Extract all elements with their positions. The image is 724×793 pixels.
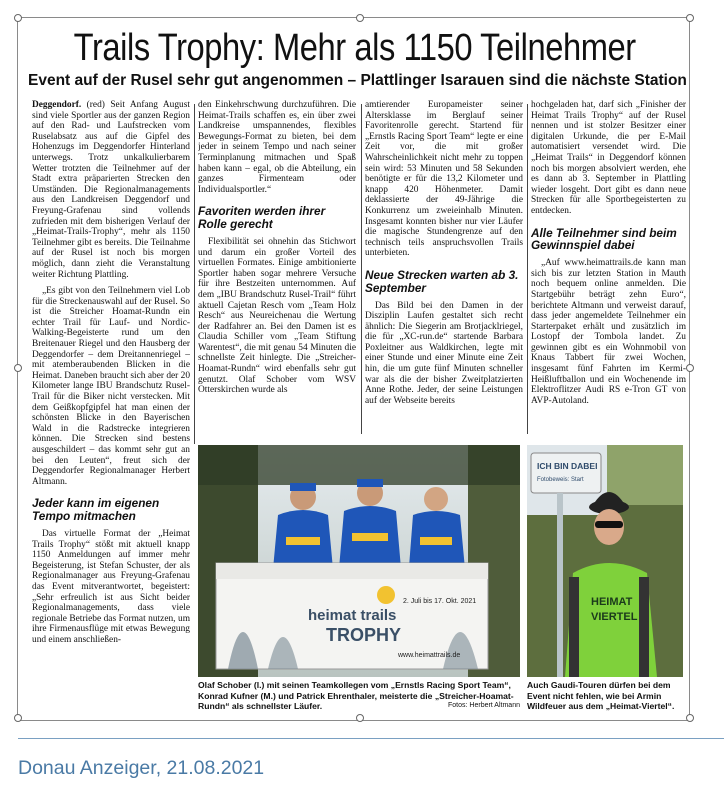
banner-date: 2. Juli bis 17. Okt. 2021 — [403, 598, 477, 605]
source-citation: Donau Anzeiger, 21.08.2021 — [18, 757, 265, 779]
sign-subtitle: Fotobeweis: Start — [537, 477, 584, 483]
subheading: Neue Strecken warten ab 3. September — [365, 267, 519, 295]
dateline: Deggendorf. — [32, 100, 82, 110]
paragraph: „Auf www.heimattrails.de kann man sich bis zur letzten Station in Mauth noch bequem online anmelden. Die Startgebühr beträgt zehn Euro“, berichtete Altmann und verweist darauf, dass jeder angemeldete Teilnehmer ein Starterpaket erhält und zusätzlich im Lostopf der Tombola landet. Zu gewinnen gibt es ein Wohnmobil von Knaus Tabbert für zwei Wochen, insgesamt fünf Fahrten im Kermi-Heißluftballon und ein Wochenende im Elektroflitzer Audi RS e-Tron GT von AVP-Autoland. — [531, 258, 686, 406]
photo-gaudi-tour — [527, 445, 683, 677]
photo-runners-caption: Olaf Schober (l.) mit seinen Teamkollegen vom „Ernstls Racing Sport Team“, Konrad Kufner (M.) und Patrick Ehrenthaler, meisterte die „Streicher-Hoamat-Rundn“ als schnellster Läufer. Fotos: Herbert Altmann — [198, 680, 520, 711]
article-column-2 — [198, 100, 356, 435]
article-headline: Trails Trophy: Mehr als 1150 Teilnehmer — [73, 27, 636, 69]
article-column-4 — [531, 100, 686, 420]
resize-handle-top-right[interactable] — [686, 14, 694, 22]
resize-handle-middle-right[interactable] — [686, 364, 694, 372]
article-column-3 — [365, 100, 523, 435]
photo-gaudi-caption: Auch Gaudi-Touren dürfen bei dem Event nicht fehlen, wie bei Armin Wildfeuer aus dem „Heimat-Viertel“. — [527, 680, 675, 711]
column-divider — [361, 104, 362, 434]
paragraph: Das virtuelle Format der „Heimat Trails Trophy“ stößt mit aktuell knapp 1150 Anmeldungen auf immer mehr Begeisterung, ist Stefan Schuster, der als Regionalmanager aus Freyung-Grafenau das Event mitverantwortet, begeistert: „Sehr erfreulich ist aus Sicht beider Regionalmanagements, dass viele regionale Betriebe das Format nutzen, um ihre Firmenausflüge mit etwas Bewegung und einem anschließen- — [32, 528, 190, 645]
column-divider — [194, 104, 195, 444]
resize-handle-middle-left[interactable] — [14, 364, 22, 372]
resize-handle-bottom-center[interactable] — [356, 714, 364, 722]
subheading: Jeder kann im eigenen Tempo mitmachen — [32, 496, 160, 524]
resize-handle-top-left[interactable] — [14, 14, 22, 22]
banner-url: www.heimattrails.de — [398, 652, 461, 659]
paragraph: hochgeladen hat, darf sich „Finisher der Heimat Trails Trophy“ auf der Rusel nennen und ist stolzer Besitzer einer digitalen Urkunde, die per E-Mail automatisiert versendet wird. Die „Heimat Trails“ in Deggendorf können noch bis morgen absolviert werden, ehe es dann ab 3. September in Plattling wieder losgeht. Dort gibt es dann neue Strecken für alle Sportbegeisterten zu entdecken. — [531, 100, 686, 216]
banner-trophy: TROPHY — [326, 625, 402, 645]
shirt-text-line1: HEIMAT — [591, 596, 633, 608]
banner-brand: heimat trails — [308, 607, 397, 624]
shirt-text-line2: VIERTEL — [591, 611, 638, 623]
runners-photo-illustration — [198, 445, 520, 677]
paragraph: Deggendorf. (red) Seit Anfang August sind viele Sportler aus der ganzen Region auf den Rad- und Laufstrecken vom Ruselabsatz aus auf die Gipfel des Hohenzugs im Deggendorfer Hinterland unterwegs. Trotz unkalkulierbarem Wetter trotzten die Teilnehmer auf der Stadt extra präparierten Strecken den Umständen. Die Regionalmanagements aus den Landkreisen Deggendorf und Freyung-Grafenau sind vollends zufrieden mit dem bisherigen Verlauf der „Heimat-Trails-Trophy“, mehr als 1150 Teilnehmer gibt es bereits. Die Teilnahme auf der Rusel ist noch bis morgen möglich, dann zieht die Veranstaltung weiter Richtung Plattling. — [32, 100, 190, 280]
article-subheadline: Event auf der Rusel sehr gut angenommen – Plattlinger Isarauen sind die nächste Station — [28, 72, 687, 89]
photo-credit: Fotos: Herbert Altmann — [448, 702, 520, 709]
subheading: Alle Teilnehmer sind beim Gewinnspiel dabei — [531, 225, 677, 253]
resize-handle-top-center[interactable] — [356, 14, 364, 22]
paragraph: Flexibilität sei ohnehin das Stichwort und darum ein großer Vorteil des virtuellen Formates. Einige ambitionierte Sportler haben sogar mehrere Versuche für ihre Bestzeiten unternommen. Auf dem „IBU Brandschutz Rusel-Trail“ führt aktuell Cajetan Resch vom „Team Holz Resch“ aus Neureichenau die Wertung der Radfahrer an. Bei den Damen ist es Claudia Schiller vom „Team Stiftung Warentest“, die mit genau 54 Minuten die schnellste Zeit hinlegte. Die „Streicher-Hoamat-Rundn“ wird ebenfalls sehr gut genutzt. Olaf Schober vom WSV Otterskirchen wurde als — [198, 236, 356, 396]
footer-rule — [18, 738, 724, 739]
paragraph: den Einkehrschwung durchzuführen. Die Heimat-Trails schaffen es, ein über zwei Landkreise umspannendes, flexibles Bewegungs-Format zu bieten, bei dem jeder in seinem Tempo und nach seiner Terminplanung mitmachen und Spaß haben kann – egal, ob die Abteilung, ein ganzes Firmenteam oder Individualsportler.“ — [198, 100, 356, 195]
column-divider — [527, 104, 528, 434]
subheading: Favoriten werden ihrer Rolle gerecht — [198, 204, 326, 232]
resize-handle-bottom-right[interactable] — [686, 714, 694, 722]
sign-title: ICH BIN DABEI — [537, 461, 598, 471]
paragraph: amtierender Europameister seiner Altersklasse im Berglauf seiner Favoritenrolle gerecht. Startend für „Ernstls Racing Sport Team“ legte er eine Zeit vor, die mit großer Wahrscheinlichkeit nicht mehr zu toppen sein wird: 53 Minuten und 58 Sekunden benötigte er für die 13,2 Kilometer und knapp 420 Höhenmeter. Damit deklassierte der 49-Jährige die Konkurrenz um zweieinhalb Minuten. Insgesamt konnten bisher nur vier Läufer die magische Stundengrenze auf den technisch teils anspruchsvollen Trails unterbieten. — [365, 100, 523, 259]
photo-runners — [198, 445, 520, 677]
gaudi-photo-illustration — [527, 445, 683, 677]
article-column-1 — [32, 100, 190, 705]
paragraph: Das Bild bei den Damen in der Disziplin Laufen gestaltet sich recht ähnlich: Die Siegerin am Brotjacklriegel, die für „XC-run.de“ startende Barbara Poxleitner aus Waldkirchen, legte mit einer Stunde und einer Minute eine Zeit hin, die um gute fünf Minuten schneller war als die der bisher Zweitplatzierten Anne Rothe. Jeder, der seine Leistungen auf der Webseite bereits — [365, 300, 523, 406]
paragraph: „Es gibt von den Teilnehmern viel Lob für die Streckenauswahl auf der Rusel. So ist die Streicher Hoamat-Rundn ein echter Trail für Lauf- und Nordic-Walking-Begeisterte rund um den Breitenauer Riegel und den Hausberg der Deggendorfer – dem Dreitannenriegel – mit atemberaubenden Blicken in die Heimat. Daneben braucht sich aber der 20 Kilometer lange IBU Brandschutz Rusel-Trail für die Biker nicht verstecken. Mit dem Geißkopfgipfel hat man einen der schönsten Blicke in den Bayerischen Wald in die Radstrecke integrieren können. Die Strecken sind bestens ausgeschildert – das kommt sehr gut an bei den Leuten“, freut sich der Deggendorfer Regionalmanager Herbert Altmann. — [32, 286, 190, 487]
resize-handle-bottom-left[interactable] — [14, 714, 22, 722]
